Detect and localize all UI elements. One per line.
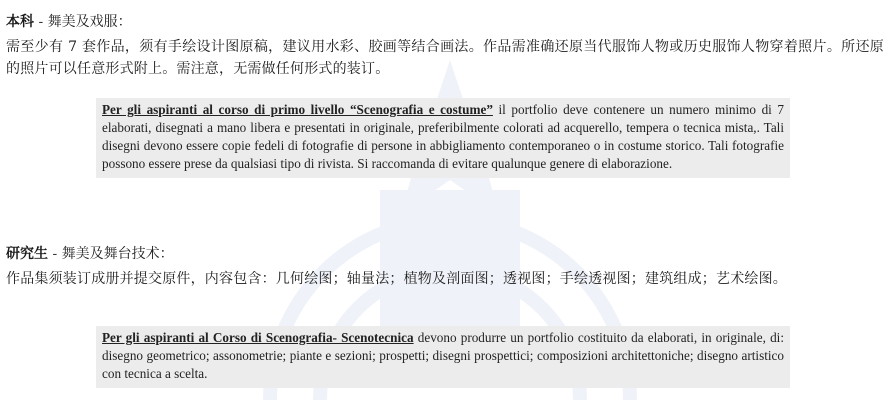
- section-heading: [6, 12, 884, 32]
- heading-separator: -: [34, 14, 48, 30]
- italian-lead: Per gli aspiranti al Corso di Scenografia- Scenotecnica: [102, 330, 414, 345]
- section-title: 研究生: [6, 246, 48, 262]
- section-subtitle: 舞美及戏服：: [47, 14, 132, 30]
- section-title: 本科: [6, 14, 34, 30]
- heading-separator: -: [48, 246, 62, 262]
- section-postgraduate: [6, 244, 884, 290]
- section-subtitle: 舞美及舞台技术：: [61, 246, 174, 262]
- italian-quote-box: [96, 326, 790, 388]
- italian-quote-box: [96, 98, 790, 178]
- section-undergraduate: [6, 12, 884, 80]
- italian-text: il portfolio deve contenere un numero minimo di 7 elaborati, disegnati a mano libera e presentati in originale, preferibilmente colorati ad acquerello, tempera o tecnica mista,. Tali disegni devono essere copie fedeli di fotografie di persone in abbigliamento contemporaneo o in costume storico. Tali fotografie possono essere prese da qualsiasi tipo di rivista. Si raccomanda di evitare qualunque genere di elaborazione.: [102, 102, 784, 171]
- chinese-paragraph: 作品集须装订成册并提交原件，内容包含：几何绘图；轴量法；植物及剖面图；透视图；手绘透视图；建筑组成；艺术绘图。: [6, 271, 787, 287]
- italian-lead: Per gli aspiranti al corso di primo livello “Scenografia e costume”: [102, 102, 493, 117]
- italian-text: devono produrre un portfolio costituito da elaborati, in originale, di: disegno geometrico; assonometrie; piante e sezioni; prospetti; disegni prospettici; composizioni architettoniche; disegno artistico con tecnica a scelta.: [102, 330, 784, 381]
- chinese-paragraph: 需至少有 7 套作品，须有手绘设计图原稿，建议用水彩、胶画等结合画法。作品需准确还原当代服饰人物或历史服饰人物穿着照片。所还原的照片可以任意形式附上。需注意，无需做任何形式的装订。: [6, 39, 884, 77]
- section-heading: [6, 244, 884, 264]
